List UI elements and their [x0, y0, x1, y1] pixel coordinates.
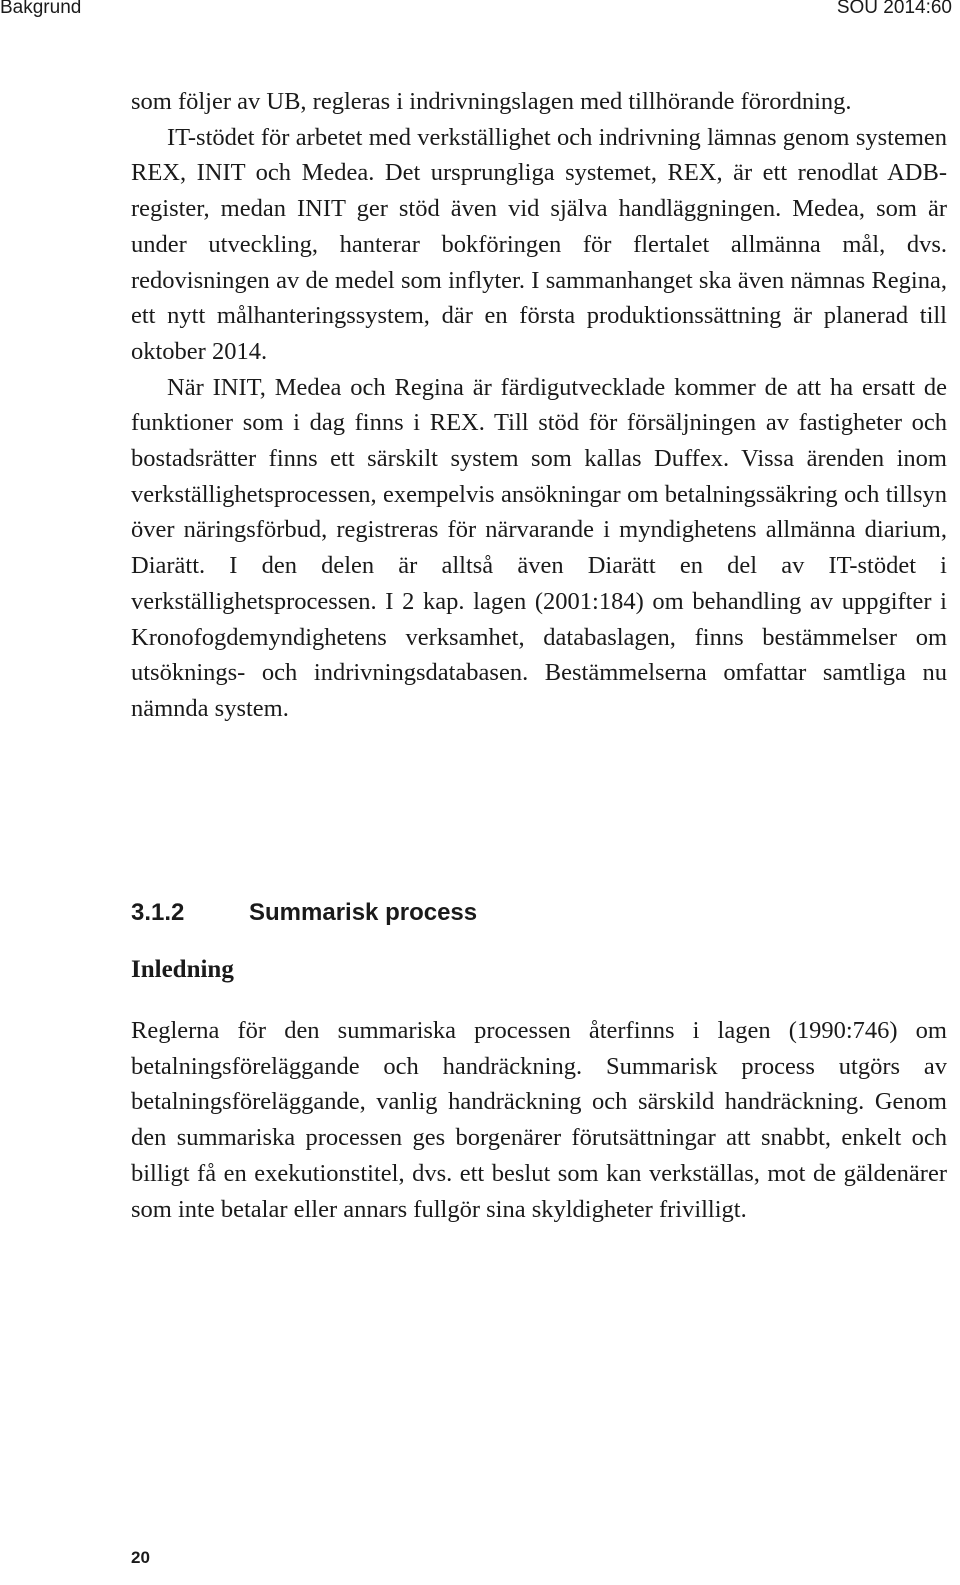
subsection-heading: Inledning — [131, 956, 234, 983]
header-chapter-title: Bakgrund — [0, 0, 82, 18]
section-title: Summarisk process — [249, 899, 478, 926]
header-report-id: SOU 2014:60 — [836, 0, 952, 18]
paragraph-1: som följer av UB, regleras i indrivningslagen med tillhörande förordning. — [131, 88, 852, 115]
paragraph-2: IT-stödet för arbetet med verkställighet och indrivning lämnas genom systemen REX, INIT och Medea. Det ursprungliga systemet, REX, är ett renodlat ADB-register, medan INIT ger stöd även vid själva handläggningen. Medea, som är under utveckling, hanterar bokföringen för flertalet allmänna mål, dvs. redovisningen av de medel som inflyter. I sammanhanget ska även nämnas Regina, ett nytt målhanteringssystem, där en första produktionssättning är planerad till oktober 2014. — [131, 123, 947, 365]
section-paragraph: Reglerna för den summariska processen återfinns i lagen (1990:746) om betalningsföreläggande och handräckning. Summarisk process utgörs av betalningsföreläggande, vanlig handräckning och särskild handräckning. Genom den summariska processen ges borgenärer förutsättningar att snabbt, enkelt och billigt få en exekutionstitel, dvs. ett beslut som kan verkställas, mot de gäldenärer som inte betalar eller annars fullgör sina skyldigheter frivilligt. — [131, 1017, 947, 1223]
running-header — [0, 0, 960, 20]
paragraph-3: När INIT, Medea och Regina är färdigutvecklade kommer de att ha ersatt de funktioner som i dag finns i REX. Till stöd för försäljningen av fastigheter och bostadsrätter finns ett särskilt system som kallas Duffex. Vissa ärenden inom verkställighetsprocessen, exempelvis ansökningar om betalningssäkring och tillsyn över näringsförbud, registreras för närvarande i myndighetens allmänna diarium, Diarätt. I den delen är alltså även Diarätt en del av IT-stödet i verkställighetsprocessen. I 2 kap. lagen (2001:184) om behandling av uppgifter i Kronofogdemyndighetens verksamhet, databaslagen, finns bestämmelser om utsöknings- och indrivningsdatabasen. Bestämmelserna omfattar samtliga nu nämnda system. — [131, 373, 947, 722]
section-number: 3.1.2 — [131, 899, 185, 926]
page-number: 20 — [131, 1548, 150, 1567]
section-heading — [131, 898, 477, 928]
body-text-section — [131, 1013, 947, 1227]
body-text-top — [131, 84, 947, 727]
